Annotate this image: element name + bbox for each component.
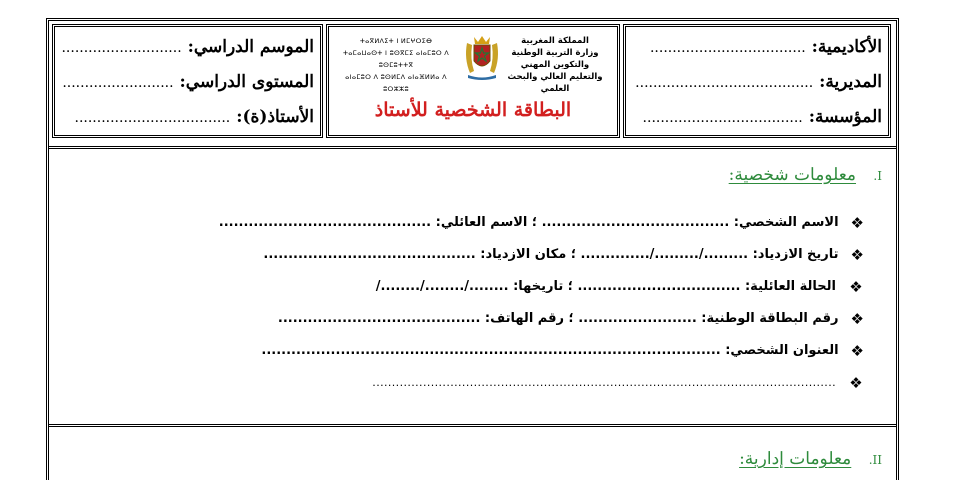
- card-title: البطاقة الشخصية للأستاذ: [374, 99, 572, 121]
- list-item: [324, 271, 864, 303]
- header-right-box: [623, 24, 891, 138]
- institution-label: المؤسسة:: [808, 107, 882, 127]
- season-label: الموسم الدراسي:: [187, 37, 314, 57]
- ministry-tf-line: ⵜⴰⴳⵍⴷⵉⵜ ⵏ ⵍⵎⵖⵔⵉⴱ: [359, 37, 433, 45]
- list-item: [277, 303, 864, 335]
- level-field: [62, 72, 314, 92]
- item-text: الحالة العائلية: ................................. ؛ تاريخها: ......../......../......../: [375, 279, 836, 294]
- admin-info-section: [49, 424, 896, 480]
- header-left-box: [52, 24, 323, 138]
- header-center-box: [326, 24, 620, 138]
- teacher-value: ...................................: [74, 110, 231, 126]
- diamond-cluster-icon: ❖: [850, 342, 864, 360]
- academy-label: الأكاديمية:: [811, 37, 882, 57]
- document-header: [49, 21, 896, 143]
- ministry-tf-line: ⵜⴰⵎⴰⵡⴰⵙⵜ ⵏ ⵓⵙⴳⵎⵉ ⴰⵏⴰⵎⵓⵔ ⴷ ⵓⵙⵎⵓⵜⵜⴳ: [342, 49, 450, 69]
- personal-info-section: [49, 146, 896, 424]
- institution-field: [643, 107, 882, 127]
- section-title-admin: [739, 449, 882, 469]
- academy-value: ...................................: [649, 40, 806, 56]
- diamond-cluster-icon: ❖: [849, 374, 863, 392]
- diamond-cluster-icon: ❖: [850, 310, 864, 328]
- item-text: الاسم الشخصي: ...................................... ؛ الاسم العائلي: ...........................................: [218, 215, 839, 230]
- academy-field: [650, 37, 882, 57]
- list-item: [218, 207, 864, 239]
- item-text: تاريخ الازدياد: ........./........./.............. ؛ مكان الازدياد: ...........................................: [263, 247, 839, 262]
- teacher-label: الأستاذ(ة):: [236, 107, 314, 127]
- list-item: [261, 335, 864, 367]
- ministry-ar-line: المملكة المغربية: [521, 36, 589, 46]
- ministry-tifinagh: [335, 35, 457, 95]
- directorate-field: [635, 72, 882, 92]
- diamond-cluster-icon: ❖: [849, 278, 863, 296]
- item-text: العنوان الشخصي: .............................................................................................: [261, 343, 839, 358]
- personal-info-list: [218, 207, 864, 399]
- document-frame: [46, 18, 899, 480]
- teacher-field: [75, 107, 315, 127]
- section-number: II.: [868, 453, 882, 467]
- ministry-ar-line: والتعليم العالي والبحث العلمي: [507, 72, 603, 94]
- directorate-label: المديرية:: [819, 72, 882, 92]
- diamond-cluster-icon: ❖: [850, 214, 864, 232]
- season-value: ...........................: [61, 40, 182, 56]
- list-item: [324, 367, 864, 399]
- diamond-cluster-icon: ❖: [850, 246, 864, 264]
- list-item: [263, 239, 864, 271]
- ministry-arabic: [499, 35, 611, 95]
- moroccan-emblem-icon: [462, 33, 502, 81]
- section-title-text: معلومات شخصية:: [728, 165, 857, 185]
- item-text: رقم البطاقة الوطنية: ........................ ؛ رقم الهاتف: .........................................: [277, 311, 839, 326]
- section-title-personal: [729, 165, 882, 185]
- directorate-value: ........................................: [635, 75, 814, 91]
- section-number: I.: [873, 169, 882, 183]
- level-label: المستوى الدراسي:: [179, 72, 314, 92]
- institution-value: ....................................: [642, 110, 803, 126]
- season-field: [61, 37, 314, 57]
- ministry-ar-line: وزارة التربية الوطنية والتكوين المهني: [511, 48, 599, 70]
- item-text: .......................................................................................................................: [372, 376, 836, 389]
- section-title-text: معلومات إدارية:: [739, 449, 852, 469]
- ministry-tf-line: ⴰⵏⴰⵎⵓⵔ ⴷ ⵓⵙⵍⵎⴷ ⴰⵏⴰⴼⵍⵍⴰ ⴷ ⵓⵔⵣⵣⵓ: [345, 73, 447, 93]
- level-value: .........................: [62, 75, 174, 91]
